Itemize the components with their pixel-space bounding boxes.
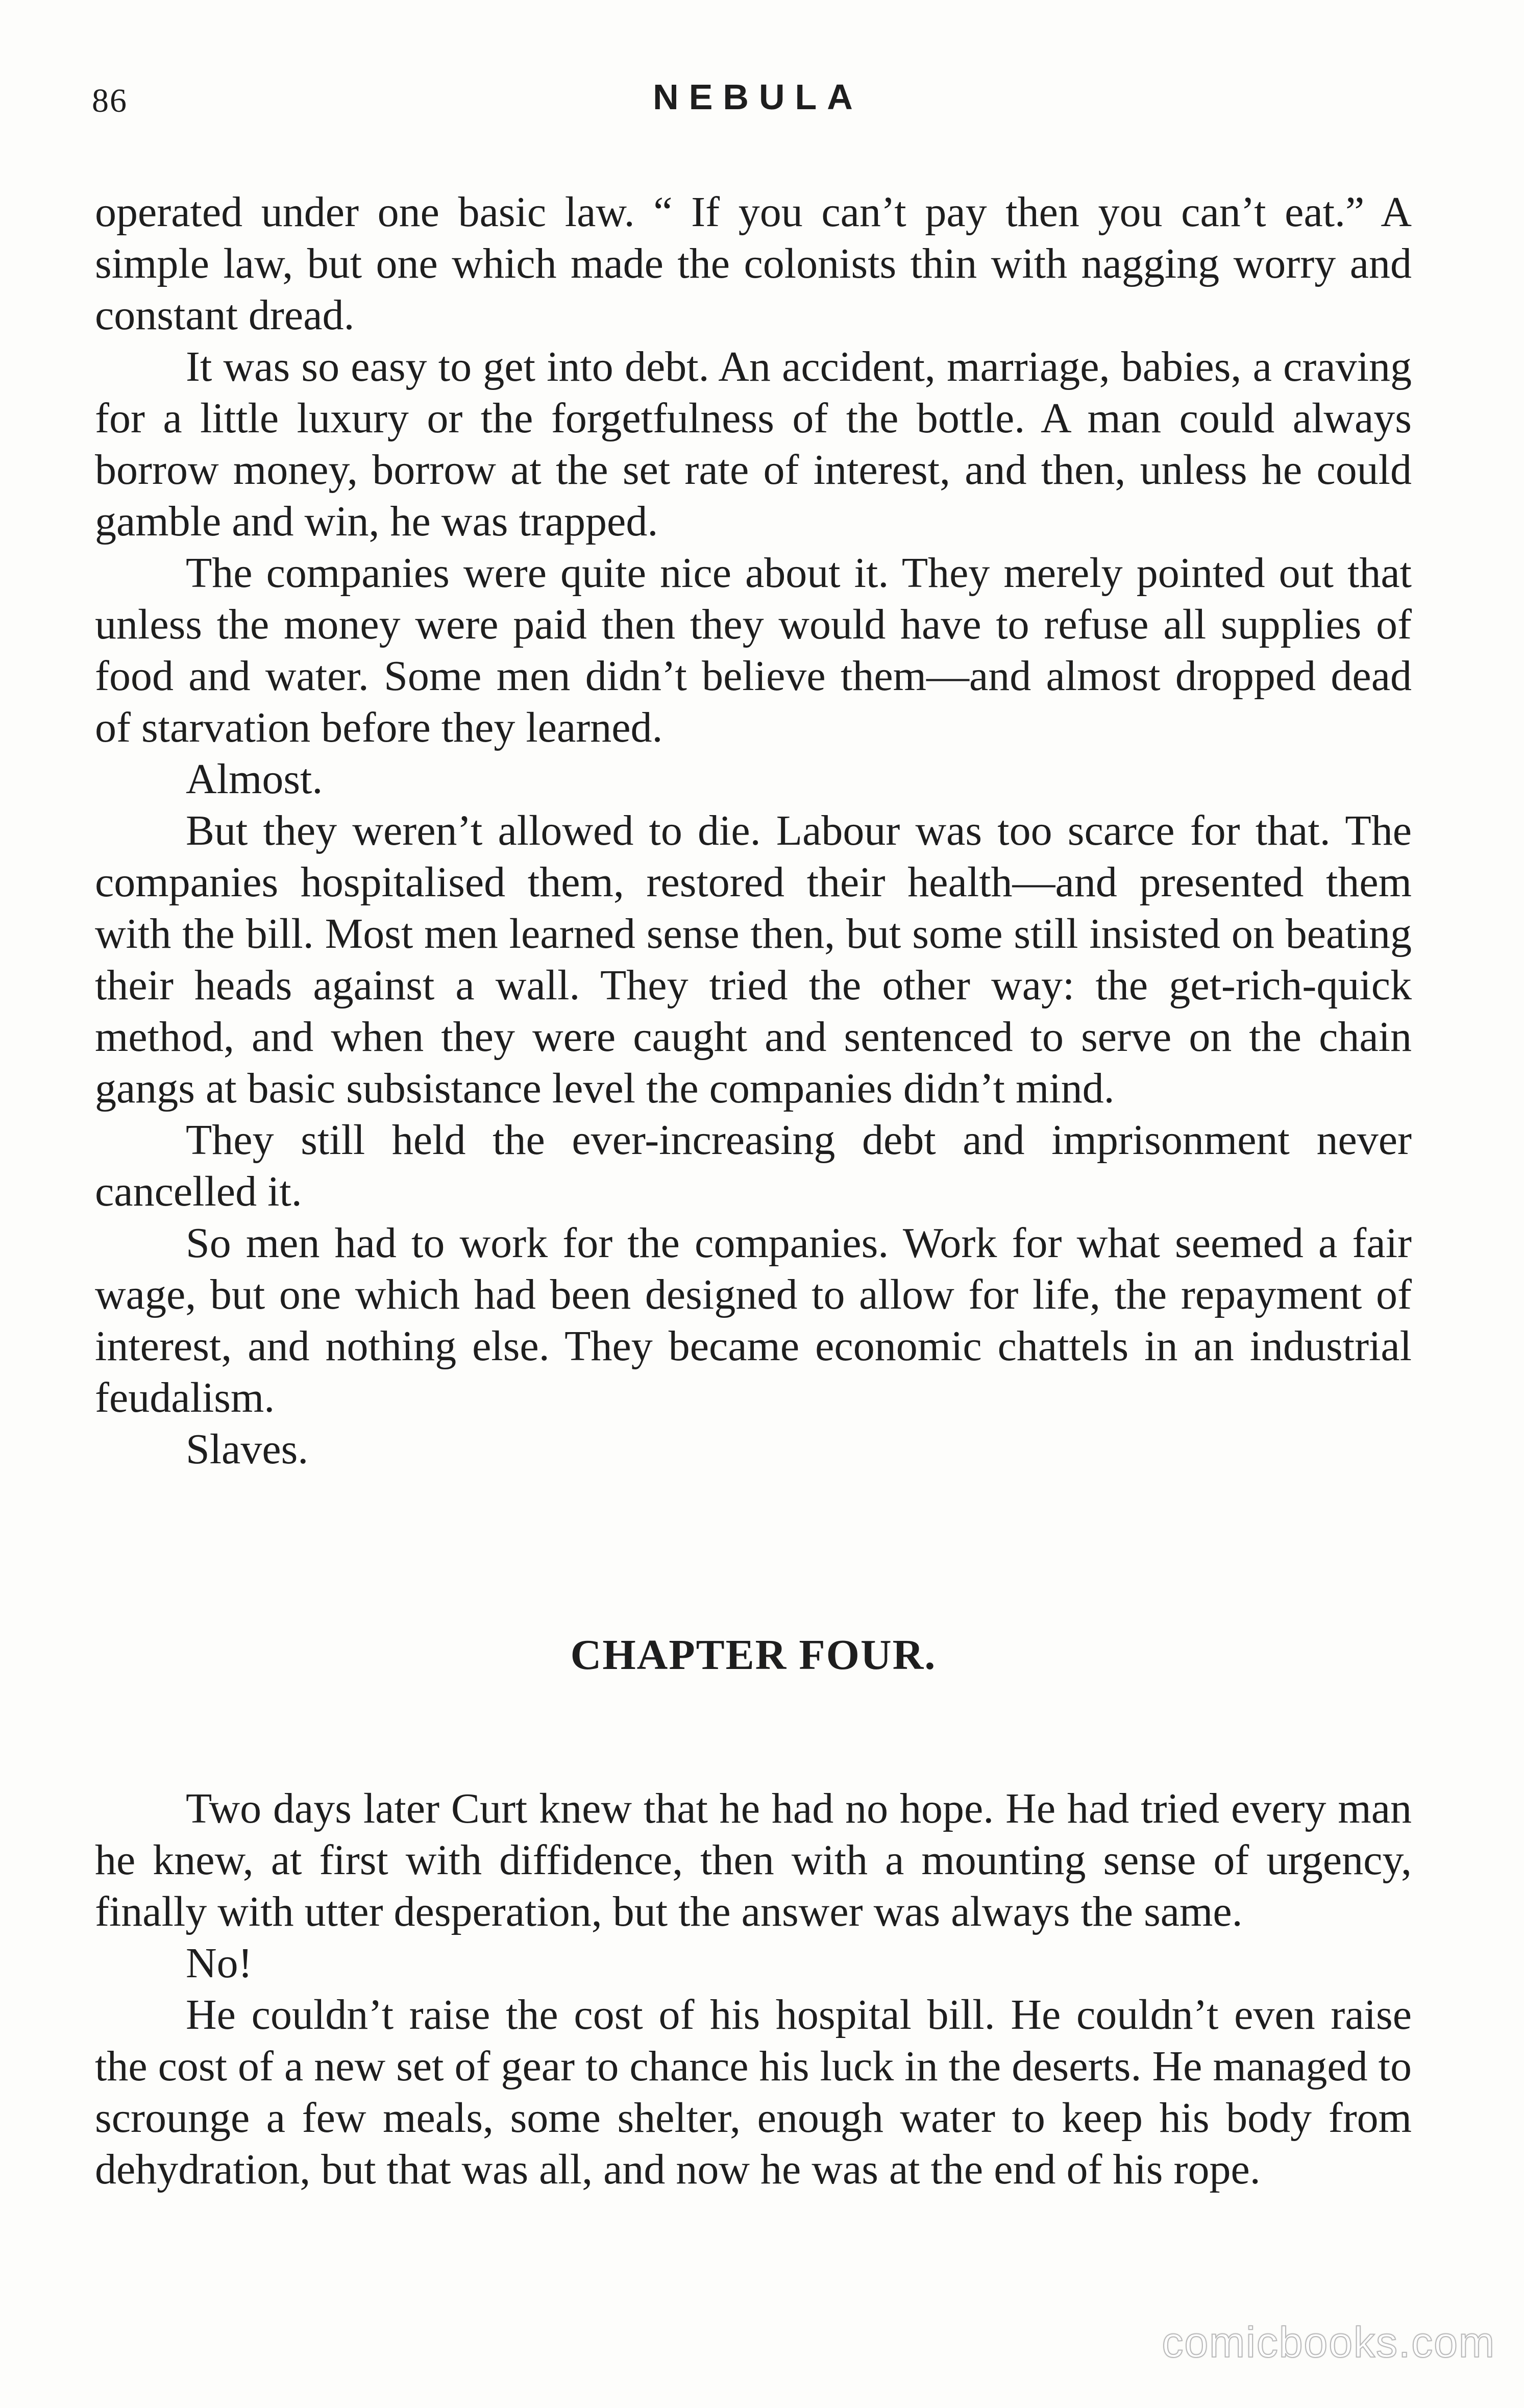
watermark: comicbooks.com: [1162, 2318, 1495, 2366]
paragraph: Slaves.: [186, 1426, 309, 1473]
paragraph: The companies were quite nice about it. They merely pointed out that unless the money were paid then they would have to refuse all supplies of food and water. Some men didn’t believe them—and almost dropped dead of starvation before they learned.: [95, 549, 1412, 751]
paragraph: But they weren’t allowed to die. Labour was too scarce for that. The companies hospitalised them, restored their health—and presented them with the bill. Most men learned sense then, but some still insisted on beating their heads against a wall. They tried the other way: the get-rich-quick method, and when they were caught and sentenced to serve on the chain gangs at basic subsistance level the companies didn’t mind.: [95, 807, 1412, 1112]
paragraph: It was so easy to get into debt. An accident, marriage, babies, a craving for a little luxury or the forgetfulness of the bottle. A man could always borrow money, borrow at the set rate of interest, and then, unless he could gamble and win, he was trapped.: [95, 343, 1412, 545]
paragraph: Almost.: [186, 755, 323, 803]
paragraph: They still held the ever-increasing debt and imprisonment never cancelled it.: [95, 1116, 1412, 1215]
paragraph: operated under one basic law. “ If you can’t pay then you can’t eat.” A simple law, but one which made the colonists thin with nagging worry and constant dread.: [95, 188, 1412, 339]
section-spacer: [95, 1681, 1412, 1783]
page-number: 86: [92, 82, 128, 119]
section-spacer: [95, 1475, 1412, 1629]
paragraph: So men had to work for the companies. Work for what seemed a fair wage, but one which had been designed to allow for life, the repayment of interest, and nothing else. They became economic chattels in an industrial feudalism.: [95, 1219, 1412, 1421]
chapter-heading: CHAPTER FOUR.: [570, 1631, 937, 1679]
page-header: [92, 77, 1424, 138]
paragraph: No!: [186, 1939, 253, 1987]
running-head: NEBULA: [653, 77, 863, 117]
paragraph: He couldn’t raise the cost of his hospital bill. He couldn’t even raise the cost of a new set of gear to chance his luck in the deserts. He managed to scrounge a few meals, some shelter, enough water to keep his body from dehydration, but that was all, and now he was at the end of his rope.: [95, 1991, 1412, 2193]
body-text: [95, 186, 1412, 2195]
paragraph: Two days later Curt knew that he had no hope. He had tried every man he knew, at first with diffidence, then with a mounting sense of urgency, finally with utter desperation, but the answer was always the same.: [95, 1785, 1412, 1935]
